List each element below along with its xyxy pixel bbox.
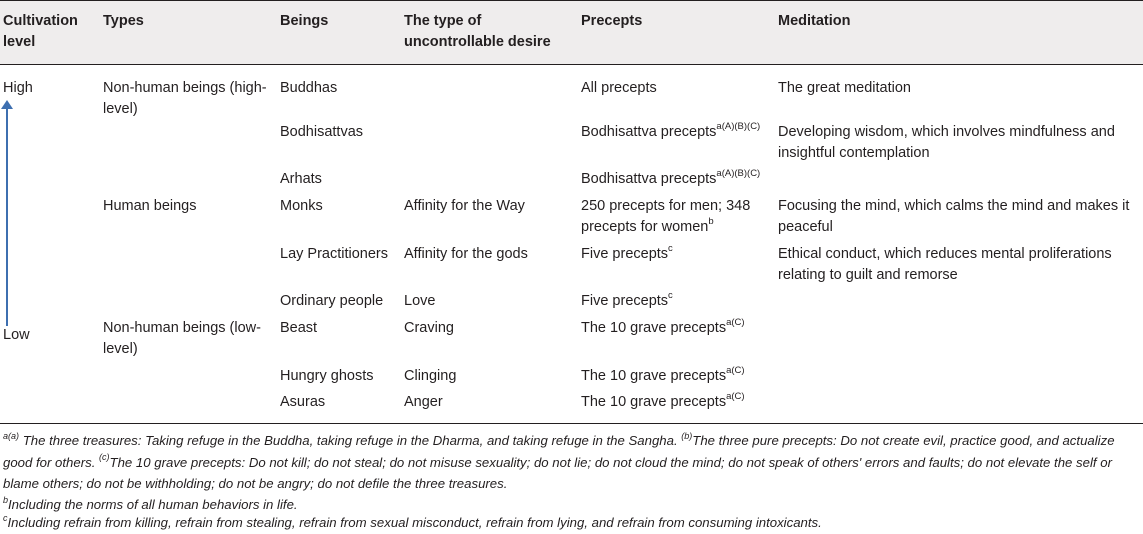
desire-cell: Affinity for the Way	[404, 198, 525, 214]
header-rule	[0, 64, 1143, 65]
header-types: Types	[103, 13, 144, 29]
meditation-cell: Focusing the mind, which calms the mind and makes it peaceful	[778, 198, 1130, 235]
header-beings: Beings	[280, 13, 329, 29]
desire-cell: Anger	[404, 394, 443, 410]
desire-cell: Love	[404, 293, 436, 309]
being-cell: Buddhas	[280, 80, 338, 96]
footnote-c: $^c$Including refrain from killing, refrain from stealing, refrain from sexual misconduct, refrain from lying, and refrain from consuming intoxicants.	[3, 512, 822, 530]
header-desire: The type of uncontrollable desire	[404, 13, 551, 50]
top-rule	[0, 0, 1143, 1]
type-nonhuman-high: Non-human beings (high-level)	[103, 80, 267, 117]
precept-cell: The 10 grave precepts$^{a(C)}$	[581, 317, 745, 336]
type-nonhuman-low: Non-human beings (low-level)	[103, 320, 261, 357]
precept-cell: 250 precepts for men; 348 precepts for women$^b$	[581, 198, 751, 235]
being-cell: Lay Practitioners	[280, 246, 388, 262]
being-cell: Hungry ghosts	[280, 368, 374, 384]
desire-cell: Clinging	[404, 368, 457, 384]
header-meditation: Meditation	[778, 13, 851, 29]
header-precepts: Precepts	[581, 13, 643, 29]
meditation-cell: Developing wisdom, which involves mindfulness and insightful contemplation	[778, 124, 1115, 161]
precept-cell: Bodhisattva precepts$^{a(A)(B)(C)}$	[581, 121, 761, 140]
precept-cell: Bodhisattva precepts$^{a(A)(B)(C)}$	[581, 168, 761, 187]
being-cell: Monks	[280, 198, 323, 214]
desire-cell: Affinity for the gods	[404, 246, 528, 262]
precept-cell: Five precepts$^c$	[581, 243, 673, 262]
being-cell: Beast	[280, 320, 318, 336]
bottom-rule	[0, 423, 1143, 424]
precept-cell: All precepts	[581, 80, 657, 96]
being-cell: Ordinary people	[280, 293, 384, 309]
meditation-cell: Ethical conduct, which reduces mental proliferations relating to guilt and remorse	[778, 246, 1112, 283]
precept-cell: The 10 grave precepts$^{a(C)}$	[581, 391, 745, 410]
level-arrow-shaft	[6, 106, 8, 326]
level-low-label: Low	[3, 327, 30, 343]
desire-cell: Craving	[404, 320, 454, 336]
footnote-b: $^b$Including the norms of all human behaviors in life.	[3, 494, 298, 512]
footnote-a: $^{a(a)}$ The three treasures: Taking refuge in the Buddha, taking refuge in the Dharma, and taking refuge in the Sangha. $^{(b)}$The three pure precepts: Do not create evil, practice good, and actualize good for others. $^{(c)}$The 10 grave precepts: Do not kill; do not steal; do not misuse sexuality; do not lie; do not cloud the mind; do not speak of others' errors and faults; do not elevate the self or blame others; do not be withholding; do not be angry; do not defile the three treasures.	[3, 430, 1115, 491]
header-cultivation-level: Cultivation level	[3, 13, 78, 50]
meditation-cell: The great meditation	[778, 80, 911, 96]
precept-cell: The 10 grave precepts$^{a(C)}$	[581, 365, 745, 384]
being-cell: Arhats	[280, 171, 322, 187]
being-cell: Asuras	[280, 394, 326, 410]
precept-cell: Five precepts$^c$	[581, 290, 673, 309]
level-high-label: High	[3, 80, 33, 96]
type-human: Human beings	[103, 198, 197, 214]
being-cell: Bodhisattvas	[280, 124, 364, 140]
